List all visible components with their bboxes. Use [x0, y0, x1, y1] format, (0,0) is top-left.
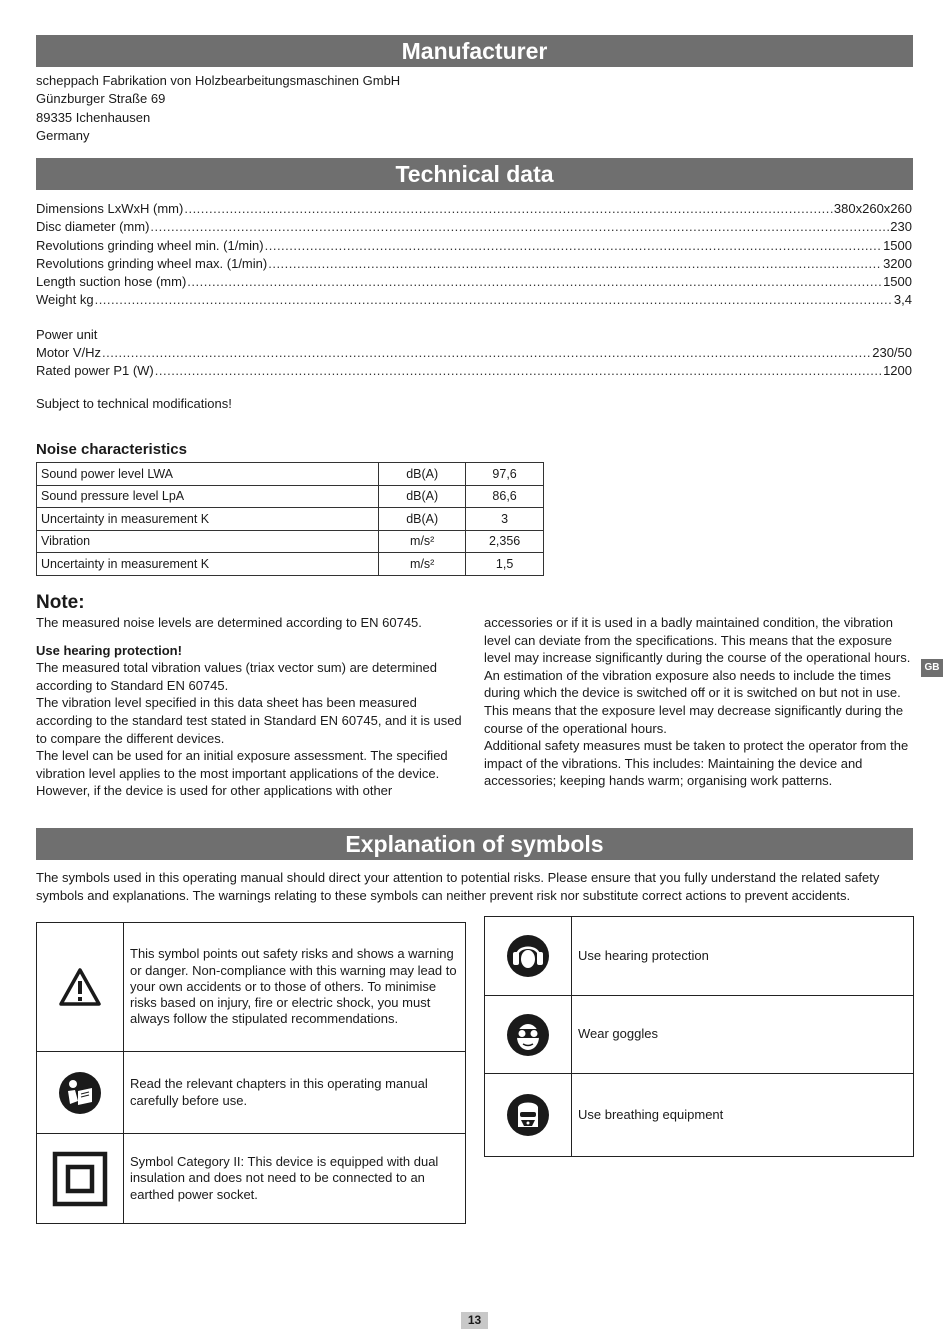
read-manual-icon [37, 1052, 124, 1134]
leader-dots [102, 344, 871, 362]
note-paragraph: accessories or if it is used in a badly maintained condition, the vibration level can deviate from the specifications. This means that the exposure level may increase significantly during the course of the operational hours. [484, 615, 911, 666]
noise-name: Sound pressure level LpA [37, 485, 379, 508]
spec-label: Weight kg [36, 292, 94, 308]
leader-dots [155, 362, 882, 380]
leader-dots [268, 255, 882, 273]
leader-dots [95, 291, 893, 309]
note-paragraph: An estimation of the vibration exposure also needs to include the times during which the device is switched off or it is switched on but not in use. This means that the exposure level may decrease significantly during the course of the operational hours. [484, 667, 904, 736]
noise-value: 1,5 [466, 553, 544, 576]
table-row [37, 553, 544, 576]
leader-dots [184, 200, 833, 218]
spec-label: Disc diameter (mm) [36, 219, 150, 235]
hearing-protection-icon [485, 917, 572, 996]
spec-row [36, 255, 912, 273]
table-row [485, 1074, 914, 1157]
table-row [37, 923, 466, 1052]
symbol-description: Use breathing equipment [572, 1074, 914, 1157]
spec-row [36, 218, 912, 236]
spec-row [36, 344, 912, 362]
spec-row [36, 273, 912, 291]
note-paragraph: The level can be used for an initial exposure assessment. The specified vibration level applies to the most important applications of the device. However, if the device is used for other applications with other [36, 748, 448, 799]
breathing-equipment-icon [485, 1074, 572, 1157]
manufacturer-address [36, 72, 400, 145]
noise-name: Sound power level LWA [37, 463, 379, 486]
spec-label: Length suction hose (mm) [36, 274, 187, 290]
spec-value: 1200 [883, 363, 912, 379]
noise-unit: m/s² [379, 530, 466, 553]
spec-row [36, 291, 912, 309]
symbols-table-right [484, 916, 914, 1157]
spec-value: 380x260x260 [833, 201, 912, 216]
symbols-intro: The symbols used in this operating manual should direct your attention to potential risks. Please ensure that you fully understand the related safety symbols and explanations. The warnings relating to these symbols can neither prevent risk nor substitute correct actions to prevent accidents. [36, 870, 880, 903]
noise-table [36, 462, 544, 576]
table-row [37, 508, 544, 531]
power-unit-heading: Power unit [36, 327, 98, 342]
noise-unit: dB(A) [379, 463, 466, 486]
note-left-column [36, 614, 476, 800]
warning-triangle-icon [37, 923, 124, 1052]
page-number: 13 [461, 1312, 488, 1329]
spec-label: Revolutions grinding wheel max. (1/min) [36, 255, 268, 271]
note-paragraph: The measured noise levels are determined according to EN 60745. [36, 615, 422, 630]
table-row [37, 463, 544, 486]
power-list [36, 344, 912, 381]
symbols-heading: Explanation of symbols [36, 828, 913, 860]
table-row [485, 996, 914, 1074]
noise-value: 86,6 [466, 485, 544, 508]
spec-row [36, 362, 912, 380]
noise-value: 3 [466, 508, 544, 531]
spec-row [36, 237, 912, 255]
note-paragraph: The vibration level specified in this data sheet has been measured according to the standard test stated in Standard EN 60745, and it is used to compare the different devices. [36, 695, 462, 746]
manufacturer-heading: Manufacturer [36, 35, 913, 67]
spec-row [36, 200, 912, 218]
noise-unit: dB(A) [379, 508, 466, 531]
spec-label: Dimensions LxWxH (mm) [36, 201, 184, 216]
spec-value: 3200 [883, 255, 912, 271]
note-bold: Use hearing protection! [36, 642, 182, 658]
noise-value: 97,6 [466, 463, 544, 486]
spec-value: 1500 [883, 274, 912, 290]
address-line: Germany [36, 127, 90, 143]
spec-value: 230/50 [872, 345, 912, 360]
double-insulation-icon [37, 1134, 124, 1224]
technical-data-heading: Technical data [36, 158, 913, 190]
note-paragraph: Additional safety measures must be taken to protect the operator from the impact of the vibrations. This includes: Maintaining the device and accessories; keeping hands warm; organising work patterns. [484, 738, 909, 789]
language-tab: GB [921, 659, 943, 677]
address-line: scheppach Fabrikation von Holzbearbeitungsmaschinen GmbH [36, 73, 401, 88]
table-row [37, 530, 544, 553]
noise-unit: dB(A) [379, 485, 466, 508]
spec-value: 3,4 [893, 292, 912, 308]
leader-dots [265, 237, 882, 255]
goggles-icon [485, 996, 572, 1074]
note-right-column [484, 614, 916, 790]
noise-heading: Noise characteristics [36, 441, 187, 458]
leader-dots [187, 273, 882, 291]
subject-note: Subject to technical modifications! [36, 396, 232, 411]
symbol-description: This symbol points out safety risks and shows a warning or danger. Non-compliance with this warning may lead to your own accidents or to those of others. To minimise risks based on injury, fire or electric shock, you must always follow the stipulated recommendations. [124, 923, 466, 1052]
symbols-table-left [36, 922, 466, 1224]
noise-value: 2,356 [466, 530, 544, 553]
symbol-description: Use hearing protection [572, 917, 914, 996]
table-row [485, 917, 914, 996]
spec-value: 230 [890, 219, 912, 235]
spec-label: Revolutions grinding wheel min. (1/min) [36, 237, 264, 253]
address-line: Günzburger Straße 69 [36, 91, 166, 107]
address-line: 89335 Ichenhausen [36, 109, 151, 125]
note-paragraph: The measured total vibration values (triax vector sum) are determined according to Standard EN 60745. [36, 660, 438, 693]
noise-name: Uncertainty in measurement K [37, 553, 379, 576]
spec-value: 1500 [883, 237, 912, 253]
symbol-description: Read the relevant chapters in this operating manual carefully before use. [124, 1052, 466, 1134]
table-row [37, 1134, 466, 1224]
noise-name: Vibration [37, 530, 379, 553]
symbol-description: Wear goggles [572, 996, 914, 1074]
noise-name: Uncertainty in measurement K [37, 508, 379, 531]
table-row [37, 1052, 466, 1134]
note-heading: Note: [36, 592, 85, 613]
table-row [37, 485, 544, 508]
noise-unit: m/s² [379, 553, 466, 576]
leader-dots [150, 218, 889, 236]
spec-label: Motor V/Hz [36, 345, 102, 360]
symbol-description: Symbol Category II: This device is equipped with dual insulation and does not need to be connected to an earthed power socket. [124, 1134, 466, 1224]
spec-label: Rated power P1 (W) [36, 363, 154, 379]
spec-list [36, 200, 912, 310]
